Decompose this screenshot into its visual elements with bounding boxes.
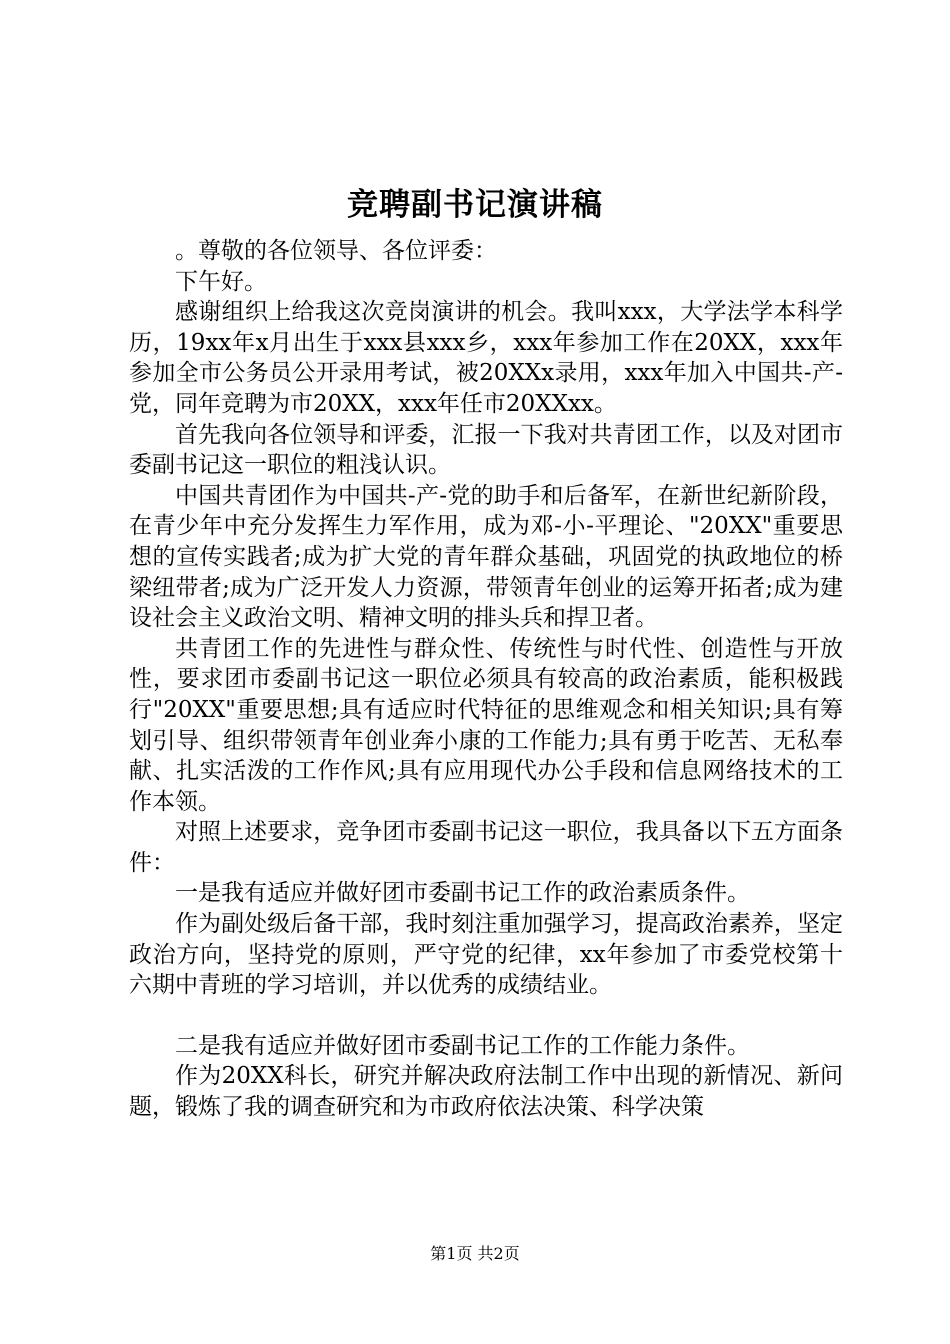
paragraph-condition-one: 一是我有适应并做好团市委副书记工作的政治素质条件。 — [175, 880, 750, 907]
document-title: 竞聘副书记演讲稿 — [347, 187, 603, 223]
paragraph-league-role: 中国共青团作为中国共-产-党的助手和后备军，在新世纪新阶段，在青少年中充分发挥生力军作用，成为邓-小-平理论、"20XX"重要思想的宣传实践者;成为扩大党的青年群众基础，巩固党的执政地位的桥梁纽带者;成为广泛开发人力资源，带领青年创业的运筹开拓者;成为建设社会主义政治文明、精神文明的排头兵和捍卫者。 — [129, 482, 843, 632]
paragraph-salutation: 。尊敬的各位领导、各位评委： — [175, 238, 497, 264]
paragraph-requirements: 共青团工作的先进性与群众性、传统性与时代性、创造性与开放性，要求团市委副书记这一职位必须具有较高的政治素质，能积极践行"20XX"重要思想;具有适应时代特征的思维观念和相关知识;具有筹划引导、组织带领青年创业奔小康的工作能力;具有勇于吃苦、无私奉献、扎实活泼的工作作风;具有应用现代办公手段和信息网络技术的工作本领。 — [129, 635, 843, 815]
paragraph-conditions-intro: 对照上述要求，竞争团市委副书记这一职位，我具备以下五方面条件： — [129, 819, 843, 876]
paragraph-introduction: 感谢组织上给我这次竞岗演讲的机会。我叫xxx，大学法学本科学历，19xx年x月出生于xxx县xxx乡，xxx年参加工作在20XX，xxx年参加全市公务员公开录用考试，被20XXx录用，xxx年加入中国共-产-党，同年竞聘为市20XX，xxx年任市20XXxx。 — [129, 299, 843, 417]
paragraph-condition-two-detail: 作为20XX科长，研究并解决政府法制工作中出现的新情况、新问题，锻炼了我的调查研究和为市政府依法决策、科学决策 — [129, 1063, 843, 1121]
paragraph-condition-two: 二是我有适应并做好团市委副书记工作的工作能力条件。 — [175, 1032, 750, 1059]
page-number-footer: 第1页 共2页 — [430, 1244, 520, 1263]
paragraph-condition-one-detail: 作为副处级后备干部，我时刻注重加强学习，提高政治素养，坚定政治方向，坚持党的原则，严守党的纪律，xx年参加了市委党校第十六期中青班的学习培训，并以优秀的成绩结业。 — [129, 911, 843, 999]
paragraph-report-intro: 首先我向各位领导和评委，汇报一下我对共青团工作，以及对团市委副书记这一职位的粗浅认识。 — [129, 421, 843, 479]
paragraph-greeting: 下午好。 — [175, 268, 267, 295]
document-body — [129, 236, 843, 1123]
